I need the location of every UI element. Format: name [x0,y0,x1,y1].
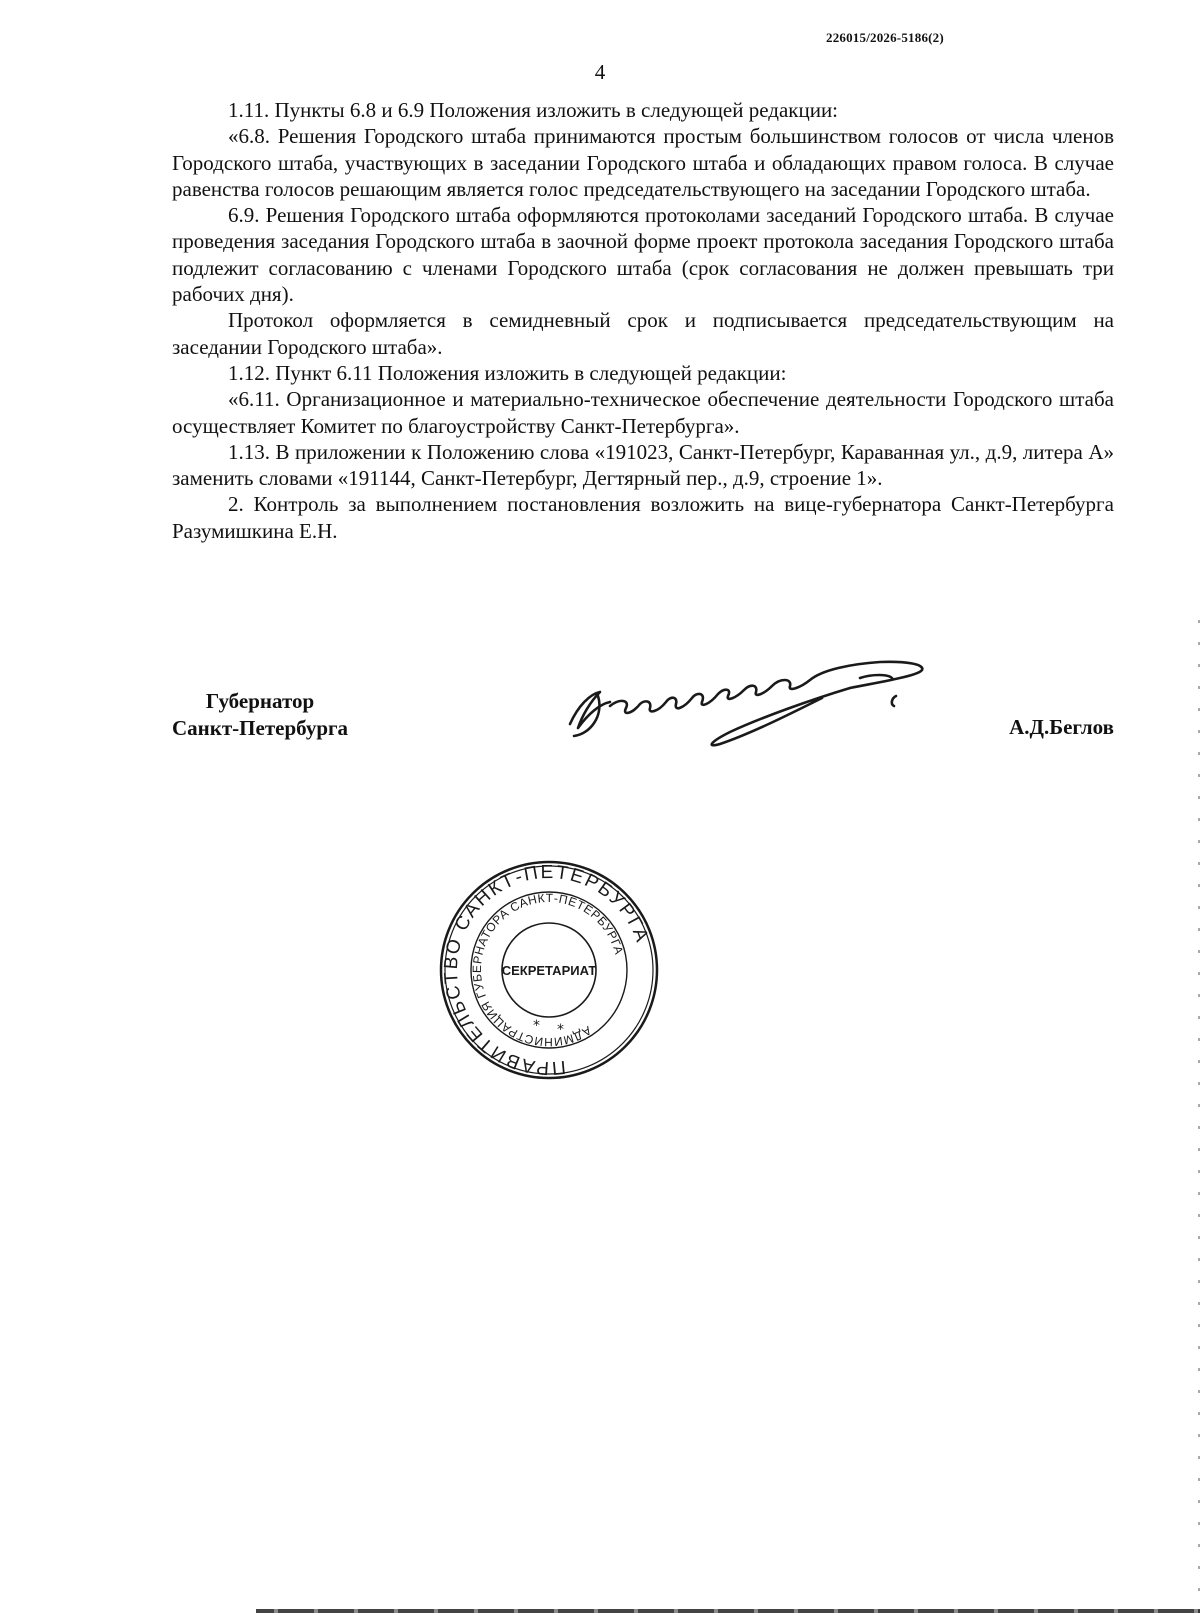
svg-text:*: * [533,1018,540,1034]
stamp-inner-text: АДМИНИСТРАЦИЯ ГУБЕРНАТОРА САНКТ-ПЕТЕРБУРГА [469,890,627,1050]
paragraph-protocol: Протокол оформляется в семидневный срок и подписывается председательствующим на заседании Городского штаба». [172,308,1114,359]
stamp-center-text: СЕКРЕТАРИАТ [501,963,597,978]
signer-title [172,688,348,742]
scan-bottom-edge [256,1609,1200,1613]
paragraph-1-11: 1.11. Пункты 6.8 и 6.9 Положения изложить в следующей редакции: [228,98,839,122]
official-stamp [437,858,661,1082]
signer-title-line2: Санкт-Петербурга [172,716,349,740]
handwritten-signature [560,656,960,766]
paragraph-6-11: «6.11. Организационное и материально-техническое обеспечение деятельности Городского штаба осуществляет Комитет по благоустройству Санкт-Петербурга». [172,387,1114,438]
document-body [172,97,1114,544]
signer-name: А.Д.Беглов [1009,715,1114,739]
paragraph-1-12: 1.12. Пункт 6.11 Положения изложить в следующей редакции: [228,360,787,385]
paragraph-6-9: 6.9. Решения Городского штаба оформляются протоколами заседаний Городского штаба. В случае проведения заседания Городского штаба в заочной форме проект протокола заседания Городского штаба подлежит согласованию с членами Городского штаба (срок согласования не должен превышать три рабочих дня). [172,203,1114,307]
page-number: 4 [594,60,606,84]
paragraph-6-8: «6.8. Решения Городского штаба принимаются простым большинством голосов от числа членов Городского штаба, участвующих в заседании Городского штаба и обладающих правом голоса. В случае равенства голосов решающим является голос председательствующего на заседании Городского штаба. [172,124,1114,201]
signer-title-line1: Губернатор [205,689,315,713]
stamp-outer-text: ПРАВИТЕЛЬСТВО САНКТ-ПЕТЕРБУРГА [440,861,653,1079]
registration-number: 226015/2026-5186(2) [826,30,944,45]
paragraph-1-13: 1.13. В приложении к Положению слова «191023, Санкт-Петербург, Караванная ул., д.9, литера А» заменить словами «191144, Санкт-Петербург, Дегтярный пер., д.9, строение 1». [172,439,1114,491]
svg-text:*: * [557,1022,564,1038]
paragraph-2: 2. Контроль за выполнением постановления возложить на вице-губернатора Санкт-Петербурга Разумишкина Е.Н. [172,492,1114,543]
